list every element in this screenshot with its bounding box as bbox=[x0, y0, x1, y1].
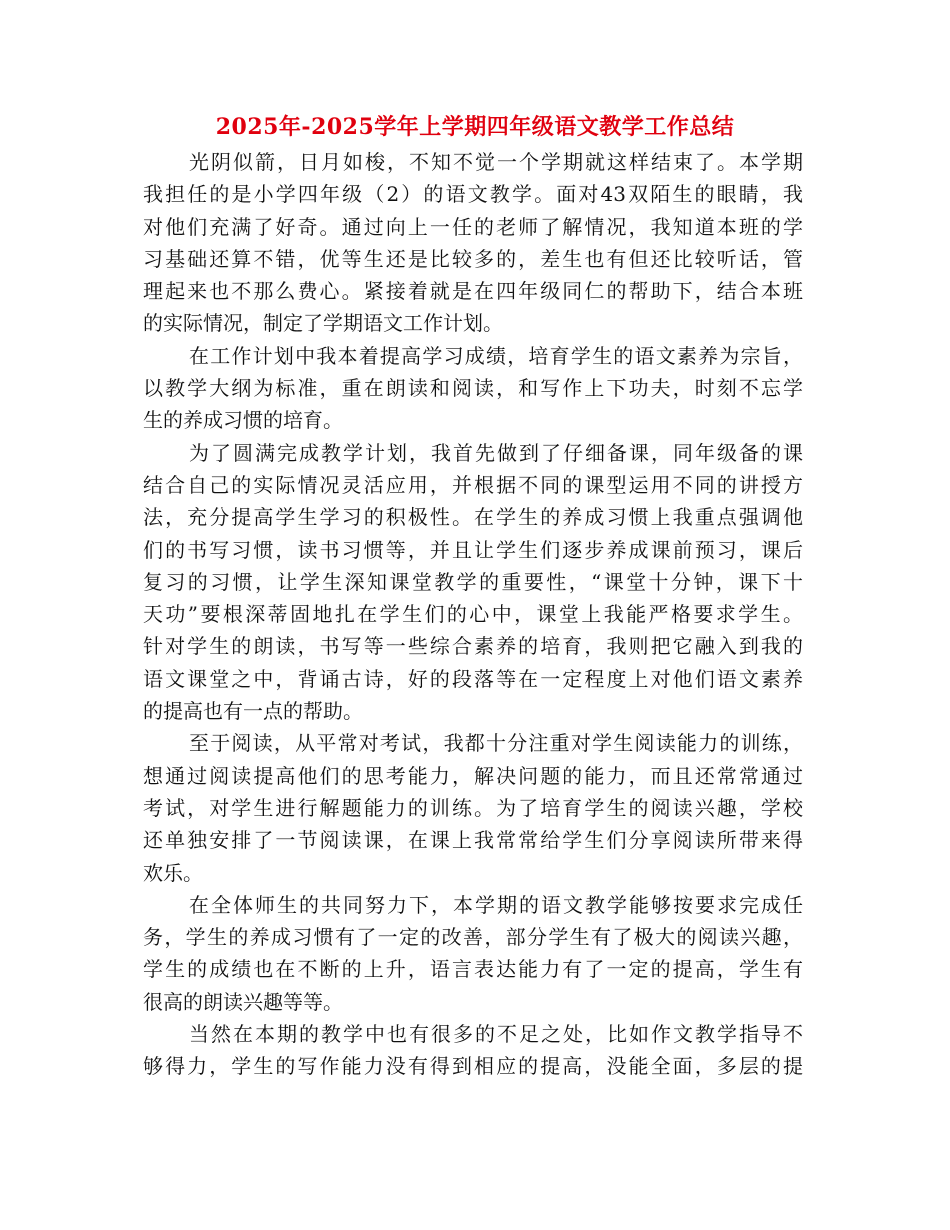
text-line: 们的书写习惯，读书习惯等，并且让学生们逐步养成课前预习，课后 bbox=[143, 537, 803, 562]
text-line: 复习的习惯，让学生深知课堂教学的重要性，“课堂十分钟，课下十 bbox=[143, 569, 803, 594]
text-line: 想通过阅读提高他们的思考能力，解决问题的能力，而且还常常通过 bbox=[143, 763, 803, 788]
text-line: 学生的成绩也在不断的上升，语言表达能力有了一定的提高，学生有 bbox=[143, 957, 803, 982]
text-line: 还单独安排了一节阅读课，在课上我常常给学生们分享阅读所带来得 bbox=[143, 828, 803, 853]
text-line: 我担任的是小学四年级（2）的语文教学。面对43双陌生的眼睛，我 bbox=[143, 182, 803, 207]
text-line: 天功”要根深蒂固地扎在学生们的心中，课堂上我能严格要求学生。 bbox=[143, 602, 803, 627]
paragraph bbox=[143, 437, 803, 728]
paragraph bbox=[143, 340, 803, 437]
paragraph bbox=[143, 727, 803, 888]
text-line: 为了圆满完成教学计划，我首先做到了仔细备课，同年级备的课 bbox=[189, 440, 803, 465]
text-line: 以教学大纲为标准，重在朗读和阅读，和写作上下功夫，时刻不忘学 bbox=[143, 376, 803, 401]
text-line: 对他们充满了好奇。通过向上一任的老师了解情况，我知道本班的学 bbox=[143, 214, 803, 239]
text-line: 的实际情况，制定了学期语文工作计划。 bbox=[143, 311, 503, 336]
text-line: 够得力，学生的写作能力没有得到相应的提高，没能全面，多层的提 bbox=[143, 1054, 803, 1079]
text-line: 当然在本期的教学中也有很多的不足之处，比如作文教学指导不 bbox=[189, 1022, 803, 1047]
text-line: 理起来也不那么费心。紧接着就是在四年级同仁的帮助下，结合本班 bbox=[143, 279, 803, 304]
text-line: 的提高也有一点的帮助。 bbox=[143, 699, 363, 724]
text-line: 考试，对学生进行解题能力的训练。为了培育学生的阅读兴趣，学校 bbox=[143, 795, 803, 820]
document-title: 2025年-2025学年上学期四年级语文教学工作总结 bbox=[215, 114, 735, 140]
text-line: 语文课堂之中，背诵古诗，好的段落等在一定程度上对他们语文素养 bbox=[143, 666, 803, 691]
paragraph bbox=[143, 1018, 803, 1083]
text-line: 务，学生的养成习惯有了一定的改善，部分学生有了极大的阅读兴趣， bbox=[143, 925, 803, 950]
document-body bbox=[143, 146, 803, 1083]
text-line: 在全体师生的共同努力下，本学期的语文教学能够按要求完成任 bbox=[189, 892, 803, 917]
paragraph bbox=[143, 146, 803, 340]
text-line: 法，充分提高学生学习的积极性。在学生的养成习惯上我重点强调他 bbox=[143, 505, 803, 530]
text-line: 很高的朗读兴趣等等。 bbox=[143, 989, 343, 1014]
text-line: 生的养成习惯的培育。 bbox=[143, 408, 343, 433]
paragraph bbox=[143, 889, 803, 1018]
text-line: 习基础还算不错，优等生还是比较多的，差生也有但还比较听话，管 bbox=[143, 246, 803, 271]
text-line: 在工作计划中我本着提高学习成绩，培育学生的语文素养为宗旨， bbox=[189, 343, 803, 368]
text-line: 光阴似箭，日月如梭，不知不觉一个学期就这样结束了。本学期 bbox=[189, 150, 803, 174]
text-line: 至于阅读，从平常对考试，我都十分注重对学生阅读能力的训练， bbox=[189, 731, 803, 756]
text-line: 结合自己的实际情况灵活应用，并根据不同的课型运用不同的讲授方 bbox=[143, 472, 803, 497]
text-line: 针对学生的朗读，书写等一些综合素养的培育，我则把它融入到我的 bbox=[143, 634, 803, 659]
text-line: 欢乐。 bbox=[143, 860, 203, 885]
